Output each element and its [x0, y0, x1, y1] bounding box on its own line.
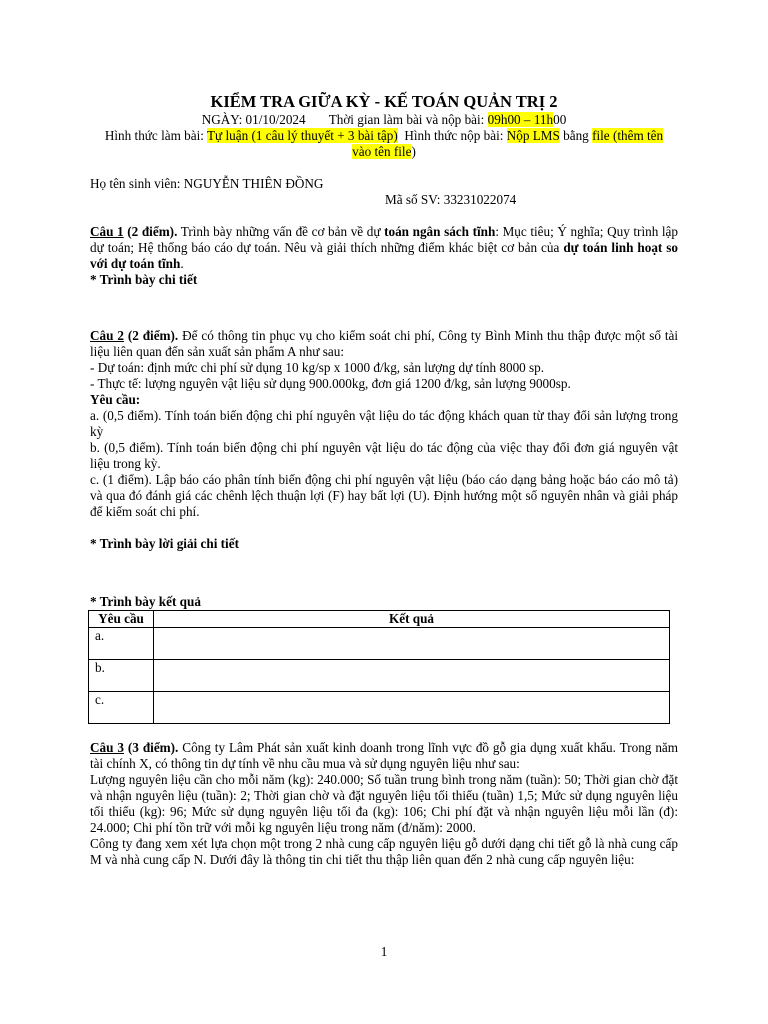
q2-req-b: b. (0,5 điểm). Tính toán biến động chi phí nguyên vật liệu do tác động của việc thay đổi đơn giá nguyên vật liệu trong kỳ.	[90, 440, 678, 471]
question-1	[90, 224, 678, 272]
q2-note-solution: * Trình bày lời giải chi tiết	[90, 536, 239, 551]
document-page	[90, 92, 678, 868]
q3-para1: Lượng nguyên liệu cần cho mỗi năm (kg): 240.000; Số tuần trung bình trong năm (tuần): 50; Thời gian chờ đặt và nhận nguyên liệu (tuần): 2; Thời gian chờ và đặt nguyên liệu tối thiểu (tuần) 1,5; Mức sử dụng nguyên liệu tối thiểu (kg): 96; Mức sử dụng nguyên liệu tối đa (kg): 106; Chi phí đặt và nhận nguyên liệu mỗi lần (đ): 24.000; Chi phí tồn trữ với mỗi kg nguyên liệu trong năm (đ/năm): 2000.	[90, 772, 678, 835]
page-number: 1	[380, 944, 388, 959]
result-cell[interactable]	[154, 660, 670, 692]
student-id: Mã số SV: 33231022074	[385, 192, 517, 207]
table-row	[89, 660, 670, 692]
q3-points: (3 điểm).	[123, 740, 179, 755]
form-value: Tự luận (1 câu lý thuyết + 3 bài tập)	[207, 128, 398, 143]
row-label: c.	[89, 692, 154, 724]
q1-text-a: Trình bày những vấn đề cơ bản về dự	[177, 224, 385, 239]
time-tail: 00	[553, 112, 567, 127]
q2-line2: - Thực tế: lượng nguyên vật liệu sử dụng 900.000kg, đơn giá 1200 đ/kg, sản lượng 9000sp.	[90, 376, 571, 391]
submit-file-line1: file (thêm tên	[592, 128, 664, 143]
submit-close: )	[411, 144, 416, 159]
submit-value: Nộp LMS	[506, 128, 560, 143]
table-row	[89, 692, 670, 724]
exam-date: NGÀY: 01/10/2024	[201, 112, 306, 127]
q1-bold-a: toán ngân sách tĩnh	[384, 224, 496, 239]
q1-note: * Trình bày chi tiết	[90, 272, 198, 287]
q2-req-c: c. (1 điểm). Lập báo cáo phân tính biến động chi phí nguyên vật liệu (báo cáo dạng bảng hoặc báo cáo mô tả) và qua đó đánh giá các chênh lệch thuận lợi (F) hay bất lợi (U). Định hướng một số nguyên nhân và giải pháp để kiểm soát chi phí.	[90, 472, 678, 519]
submit-label: Hình thức nộp bài:	[404, 128, 507, 143]
q2-line1: - Dự toán: định mức chi phí sử dụng 10 kg/sp x 1000 đ/kg, sản lượng dự tính 8000 sp.	[90, 360, 545, 375]
q2-req-title: Yêu cầu:	[90, 392, 141, 407]
question-2	[90, 328, 678, 360]
time-label: Thời gian làm bài và nộp bài:	[328, 112, 488, 127]
q3-intro: Công ty Lâm Phát sản xuất kinh doanh trong lĩnh vực đồ gỗ gia dụng xuất khẩu. Trong năm tài chính X, có thông tin dự tính về nhu cầu mua và sử dụng nguyên liệu như sau:	[90, 740, 679, 771]
q1-bold-b: dự toán linh hoạt so với dự toán tĩnh	[90, 240, 679, 271]
q2-note-result: * Trình bày kết quả	[90, 594, 201, 609]
document-title: KIỂM TRA GIỮA KỲ - KẾ TOÁN QUẢN TRỊ 2	[210, 92, 558, 111]
header-result: Kết quả	[154, 611, 670, 628]
result-cell[interactable]	[154, 628, 670, 660]
row-label: a.	[89, 628, 154, 660]
q2-points: (2 điểm).	[123, 328, 179, 343]
result-cell[interactable]	[154, 692, 670, 724]
q2-intro: Để có thông tin phục vụ cho kiểm soát chi phí, Công ty Bình Minh thu thập được một số tài liệu liên quan đến sản xuất sản phẩm A như sau:	[90, 328, 679, 359]
table-row	[89, 628, 670, 660]
time-highlight: 09h00 – 11h	[487, 112, 554, 127]
q2-heading: Câu 2	[90, 328, 124, 343]
exam-format-line	[90, 128, 678, 160]
result-table-header	[89, 611, 670, 628]
q1-text-c: .	[180, 256, 184, 271]
exam-date-time-line	[90, 112, 678, 128]
q2-req-a: a. (0,5 điểm). Tính toán biến động chi phí nguyên vật liệu do tác động khách quan từ thay đổi sản lượng trong kỳ	[90, 408, 678, 439]
submit-mid: bằng	[559, 128, 593, 143]
q1-points: (2 điểm).	[123, 224, 178, 239]
q1-heading: Câu 1	[90, 224, 124, 239]
q3-heading: Câu 3	[90, 740, 124, 755]
form-label: Hình thức làm bài:	[104, 128, 207, 143]
question-3	[90, 740, 678, 772]
row-label: b.	[89, 660, 154, 692]
q3-para2: Công ty đang xem xét lựa chọn một trong 2 nhà cung cấp nguyên liệu gỗ dưới dạng chi tiết gỗ là nhà cung cấp M và nhà cung cấp N. Dưới đây là thông tin chi tiết thu thập liên quan đến 2 nhà cung cấp nguyên liệu:	[90, 836, 678, 867]
result-table	[88, 610, 670, 724]
q1-text-b: : Mục tiêu; Ý nghĩa; Quy trình lập dự toán; Hệ thống báo cáo dự toán. Nêu và giải thích những điểm khác biệt cơ bản của	[90, 224, 679, 255]
header-requirement: Yêu cầu	[89, 611, 154, 628]
submit-file-line2: vào tên file	[352, 144, 412, 159]
student-name: Họ tên sinh viên: NGUYỄN THIÊN ĐỒNG	[90, 176, 324, 191]
